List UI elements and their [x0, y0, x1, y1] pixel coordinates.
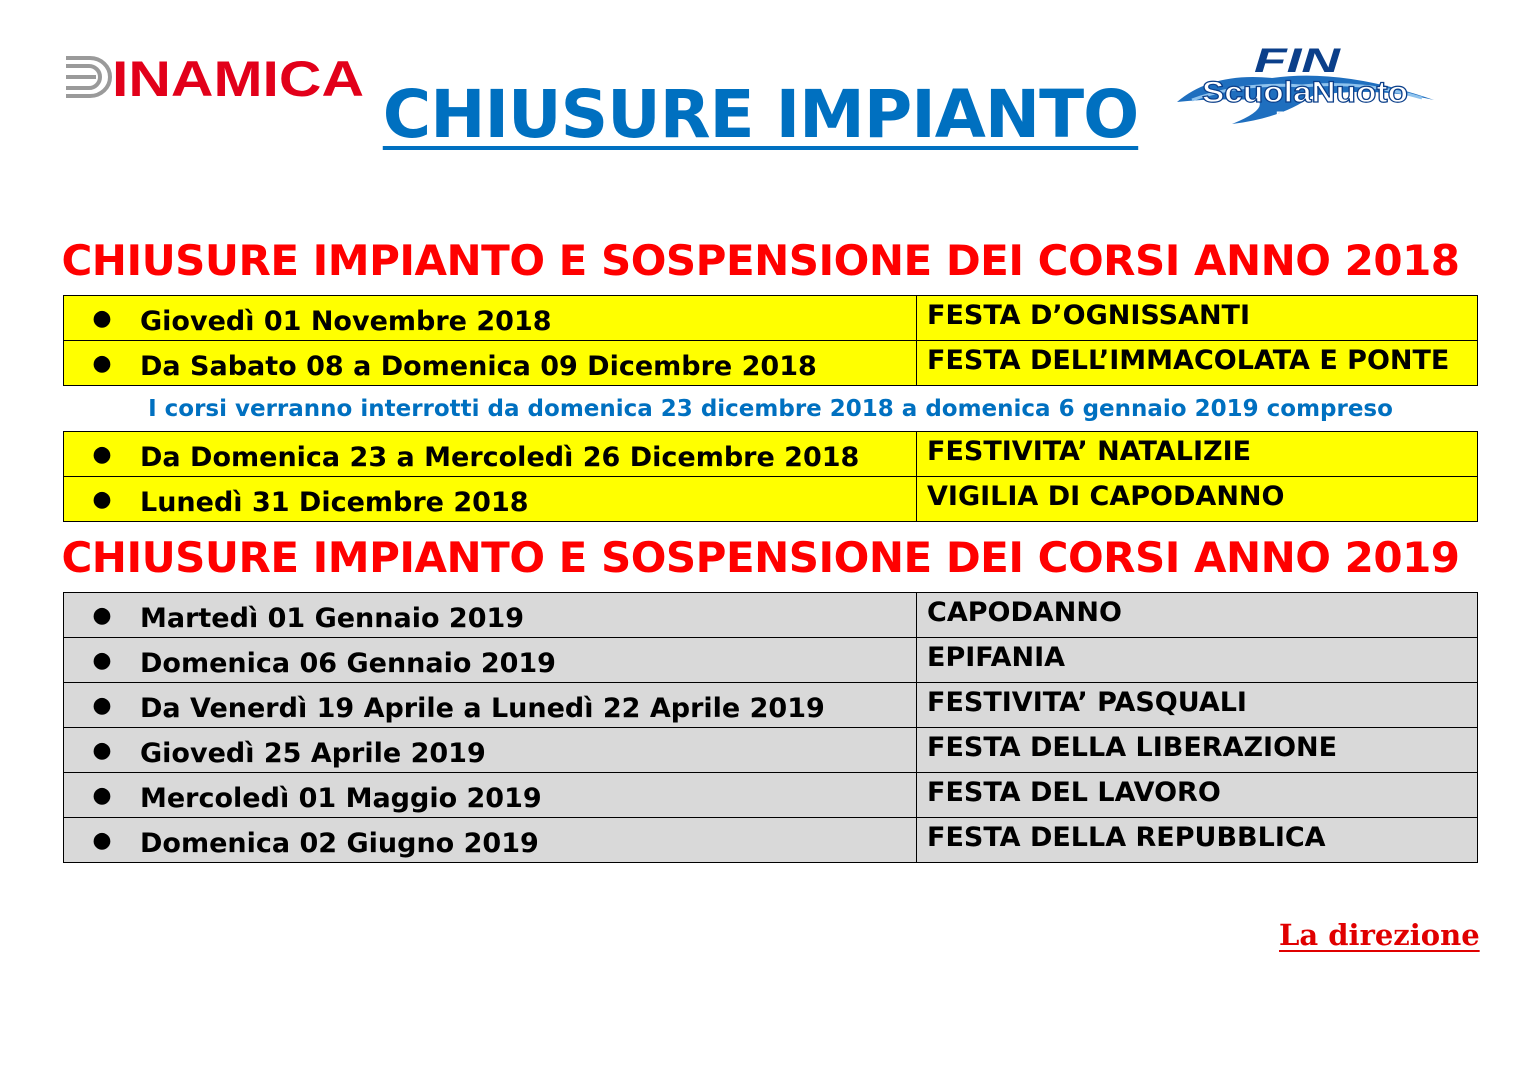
event-text: FESTA DEL LAVORO — [927, 776, 1221, 808]
bullet-icon: ● — [92, 828, 112, 853]
fin-text: FIN — [1254, 42, 1343, 80]
federale-text: FEDERALE — [1276, 109, 1342, 123]
date-text: Giovedì 25 Aprile 2019 — [140, 738, 486, 769]
bullet-icon: ● — [92, 783, 112, 808]
event-cell — [917, 818, 1478, 863]
date-text: Da Domenica 23 a Mercoledì 26 Dicembre 2018 — [140, 442, 860, 473]
date-cell — [64, 728, 917, 773]
date-cell — [64, 638, 917, 683]
event-text: FESTIVITA’ PASQUALI — [927, 686, 1247, 718]
date-cell — [64, 296, 917, 341]
date-text: Da Sabato 08 a Domenica 09 Dicembre 2018 — [140, 351, 817, 382]
event-cell — [917, 432, 1478, 477]
date-text: Da Venerdì 19 Aprile a Lunedì 22 Aprile 2019 — [140, 693, 825, 724]
table-row — [64, 341, 1478, 386]
heading-2018: CHIUSURE IMPIANTO E SOSPENSIONE DEI CORSI ANNO 2018 — [61, 236, 1460, 285]
bullet-icon: ● — [92, 648, 112, 673]
date-cell — [64, 341, 917, 386]
closures-2018-table-b — [63, 431, 1478, 522]
event-text: FESTA DELLA LIBERAZIONE — [927, 731, 1338, 763]
date-text: Giovedì 01 Novembre 2018 — [140, 306, 552, 337]
bullet-icon: ● — [92, 738, 112, 763]
table-row — [64, 432, 1478, 477]
bullet-icon: ● — [92, 351, 112, 376]
event-cell — [917, 638, 1478, 683]
date-cell — [64, 477, 917, 522]
event-text: EPIFANIA — [927, 641, 1066, 673]
date-text: Domenica 02 Giugno 2019 — [140, 828, 539, 859]
date-text: Martedì 01 Gennaio 2019 — [140, 603, 525, 634]
date-text: Mercoledì 01 Maggio 2019 — [140, 783, 542, 814]
signature: La direzione — [1279, 918, 1480, 952]
date-cell — [64, 773, 917, 818]
table-row — [64, 728, 1478, 773]
event-cell — [917, 341, 1478, 386]
table-row — [64, 477, 1478, 522]
event-cell — [917, 477, 1478, 522]
event-text: FESTIVITA’ NATALIZIE — [927, 435, 1252, 467]
event-text: VIGILIA DI CAPODANNO — [927, 480, 1285, 512]
table-row — [64, 683, 1478, 728]
event-cell — [917, 296, 1478, 341]
event-text: FESTA DELLA REPUBBLICA — [927, 821, 1326, 853]
scuolanuoto-text: ScuolaNuoto — [1202, 76, 1408, 109]
event-text: FESTA D’OGNISSANTI — [927, 299, 1251, 331]
table-row — [64, 773, 1478, 818]
date-cell — [64, 683, 917, 728]
bullet-icon: ● — [92, 693, 112, 718]
date-cell — [64, 432, 917, 477]
event-text: CAPODANNO — [927, 596, 1122, 628]
date-cell — [64, 818, 917, 863]
bullet-icon: ● — [92, 306, 112, 331]
date-text: Lunedì 31 Dicembre 2018 — [140, 487, 529, 518]
table-row — [64, 638, 1478, 683]
date-cell — [64, 593, 917, 638]
bullet-icon: ● — [92, 442, 112, 467]
event-cell — [917, 683, 1478, 728]
table-row — [64, 818, 1478, 863]
interruption-note: I corsi verranno interrotti da domenica 23 dicembre 2018 a domenica 6 gennaio 2019 compreso — [148, 396, 1393, 422]
dinamica-logo-text: INAMICA — [112, 52, 364, 102]
page-title — [0, 76, 1521, 153]
closures-2018-table-a — [63, 295, 1478, 386]
closures-2019-table — [63, 592, 1478, 863]
event-cell — [917, 728, 1478, 773]
event-text: FESTA DELL’IMMACOLATA E PONTE — [927, 344, 1450, 376]
date-text: Domenica 06 Gennaio 2019 — [140, 648, 556, 679]
page-title-text: CHIUSURE IMPIANTO — [382, 76, 1139, 153]
event-cell — [917, 773, 1478, 818]
heading-2019: CHIUSURE IMPIANTO E SOSPENSIONE DEI CORSI ANNO 2019 — [61, 533, 1460, 582]
bullet-icon: ● — [92, 603, 112, 628]
table-row — [64, 593, 1478, 638]
table-row — [64, 296, 1478, 341]
event-cell — [917, 593, 1478, 638]
bullet-icon: ● — [92, 487, 112, 512]
